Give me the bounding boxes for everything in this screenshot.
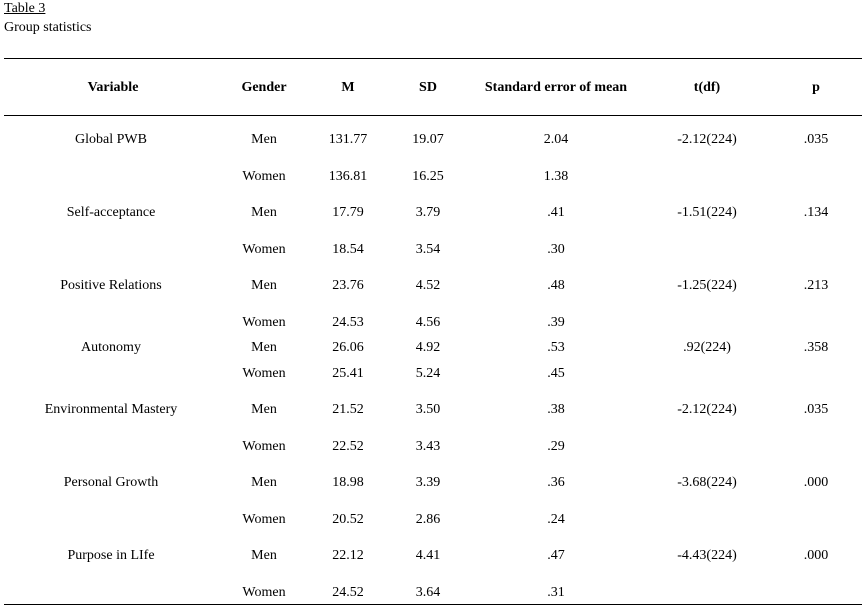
sd-cell: 3.54 (415, 242, 441, 257)
header-p: p (812, 80, 820, 95)
mean-cell: 18.54 (332, 242, 364, 257)
t-cell: -1.25(224) (677, 278, 737, 293)
header-t: t(df) (693, 80, 721, 95)
header-rule (4, 115, 862, 116)
gender-cell: Women (242, 512, 286, 527)
mean-cell: 26.06 (332, 340, 364, 355)
mean-cell: 21.52 (332, 402, 364, 417)
se-cell: .45 (547, 366, 565, 381)
sd-cell: 2.86 (415, 512, 441, 527)
sd-cell: 4.92 (415, 340, 441, 355)
top-rule (4, 58, 862, 59)
se-cell: .39 (547, 315, 565, 330)
mean-cell: 24.52 (332, 585, 364, 600)
t-cell: -1.51(224) (677, 205, 737, 220)
se-cell: .48 (547, 278, 565, 293)
gender-cell: Women (242, 169, 286, 184)
variable-name: Global PWB (75, 132, 147, 147)
mean-cell: 22.12 (332, 548, 364, 563)
sd-cell: 3.64 (415, 585, 441, 600)
sd-cell: 19.07 (412, 132, 444, 147)
sd-cell: 3.79 (415, 205, 441, 220)
p-cell: .035 (803, 402, 829, 417)
mean-cell: 136.81 (328, 169, 368, 184)
se-cell: .38 (547, 402, 565, 417)
header-sd: SD (419, 80, 437, 95)
t-cell: -3.68(224) (677, 475, 737, 490)
se-cell: .29 (547, 439, 565, 454)
bottom-rule (4, 604, 862, 605)
t-cell: -2.12(224) (677, 402, 737, 417)
gender-cell: Men (251, 548, 277, 563)
se-cell: .31 (547, 585, 565, 600)
gender-cell: Women (242, 439, 286, 454)
header-se: Standard error of mean (484, 80, 628, 95)
mean-cell: 23.76 (332, 278, 364, 293)
variable-name: Positive Relations (60, 278, 162, 293)
t-cell: .92(224) (683, 340, 731, 355)
t-cell: -4.43(224) (677, 548, 737, 563)
p-cell: .035 (803, 132, 829, 147)
p-cell: .134 (803, 205, 829, 220)
sd-cell: 3.39 (415, 475, 441, 490)
header-m: M (341, 80, 355, 95)
sd-cell: 4.41 (415, 548, 441, 563)
variable-name: Autonomy (81, 340, 141, 355)
variable-name: Purpose in LIfe (67, 548, 155, 563)
se-cell: .24 (547, 512, 565, 527)
se-cell: 1.38 (543, 169, 569, 184)
sd-cell: 16.25 (412, 169, 444, 184)
gender-cell: Men (251, 132, 277, 147)
gender-cell: Men (251, 205, 277, 220)
gender-cell: Men (251, 278, 277, 293)
p-cell: .000 (803, 548, 829, 563)
gender-cell: Women (242, 585, 286, 600)
se-cell: .53 (547, 340, 565, 355)
header-gender: Gender (241, 80, 287, 95)
mean-cell: 20.52 (332, 512, 364, 527)
mean-cell: 17.79 (332, 205, 364, 220)
mean-cell: 25.41 (332, 366, 364, 381)
gender-cell: Men (251, 475, 277, 490)
mean-cell: 22.52 (332, 439, 364, 454)
table-label: Table 3 (4, 1, 46, 16)
sd-cell: 3.50 (415, 402, 441, 417)
sd-cell: 3.43 (415, 439, 441, 454)
mean-cell: 24.53 (332, 315, 364, 330)
se-cell: 2.04 (543, 132, 569, 147)
p-cell: .358 (803, 340, 829, 355)
t-cell: -2.12(224) (677, 132, 737, 147)
gender-cell: Men (251, 402, 277, 417)
header-variable: Variable (87, 80, 139, 95)
se-cell: .36 (547, 475, 565, 490)
p-cell: .213 (803, 278, 829, 293)
se-cell: .47 (547, 548, 565, 563)
table-title: Group statistics (4, 20, 92, 35)
mean-cell: 131.77 (328, 132, 368, 147)
p-cell: .000 (803, 475, 829, 490)
sd-cell: 4.56 (415, 315, 441, 330)
se-cell: .41 (547, 205, 565, 220)
sd-cell: 5.24 (415, 366, 441, 381)
variable-name: Self-acceptance (66, 205, 156, 220)
gender-cell: Women (242, 242, 286, 257)
gender-cell: Women (242, 315, 286, 330)
mean-cell: 18.98 (332, 475, 364, 490)
sd-cell: 4.52 (415, 278, 441, 293)
gender-cell: Men (251, 340, 277, 355)
se-cell: .30 (547, 242, 565, 257)
variable-name: Personal Growth (63, 475, 159, 490)
variable-name: Environmental Mastery (44, 402, 178, 417)
gender-cell: Women (242, 366, 286, 381)
